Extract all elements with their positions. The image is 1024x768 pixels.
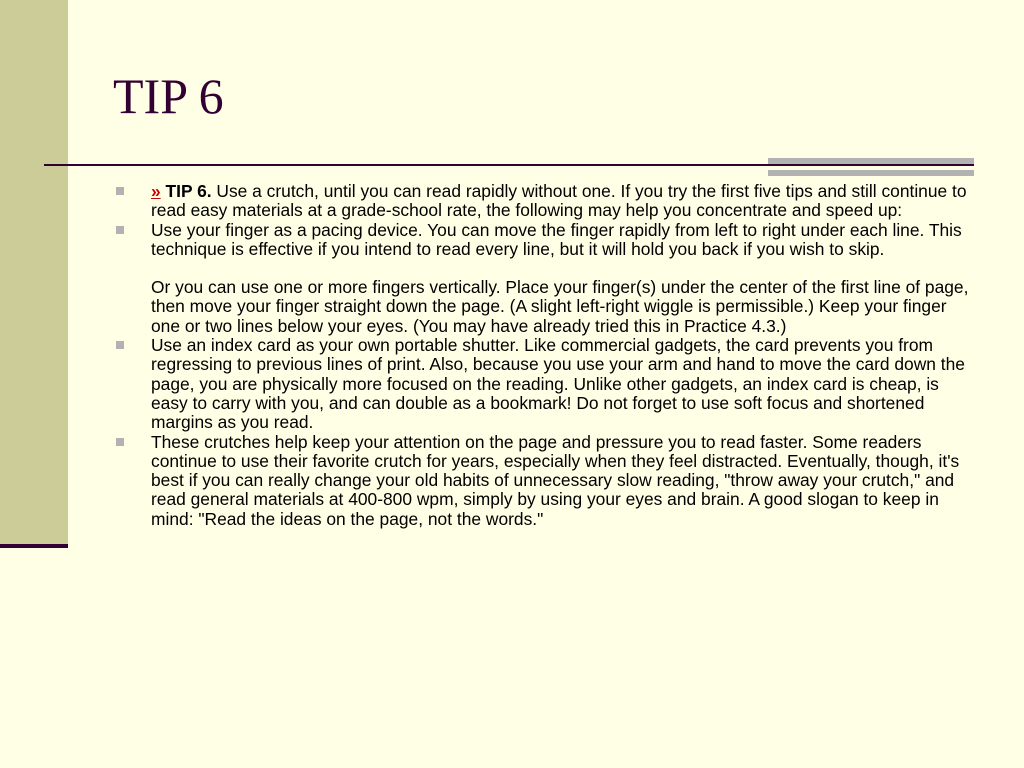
list-item-text: Use a crutch, until you can read rapidly without one. If you try the first five tips and still continue to read easy materials at a grade-school rate, the following may help you concentrate and speed up: (151, 181, 967, 221)
list-item (113, 433, 975, 529)
list-item (113, 336, 975, 432)
list-item-text: These crutches help keep your attention on the page and pressure you to read faster. Some readers continue to use their favorite crutch for years, especially when they feel distracted. Eventually, though, it's best if you can really change your old habits of unnecessary slow reading, "throw away your crutch," and read general materials at 400-800 wpm, simply by using your eyes and brain. A good slogan to keep in mind: "Read the ideas on the page, not the words." (151, 431, 960, 529)
tip-label: TIP 6. (165, 181, 212, 201)
list-item-text: Use an index card as your own portable shutter. Like commercial gadgets, the card prevents you from regressing to previous lines of print. Also, because you use your arm and hand to move the card down the page, you are physically more focused on the reading. Unlike other gadgets, an index card is cheap, is easy to carry with you, and can double as a bookmark! Do not forget to use soft focus and shortened margins as you read. (151, 335, 965, 433)
paragraph-break (151, 259, 975, 278)
square-bullet-icon (116, 341, 124, 349)
list-item-text: Use your finger as a pacing device. You can move the finger rapidly from left to right under each line. This technique is effective if you intend to read every line, but it will hold you back if you wish to skip. (151, 219, 962, 259)
tip-link[interactable]: » (151, 181, 161, 201)
side-bar-rule (0, 544, 68, 548)
square-bullet-icon (116, 438, 124, 446)
bullet-list (113, 182, 975, 529)
list-item (113, 221, 975, 336)
square-bullet-icon (116, 226, 124, 234)
title-accent-stripes (768, 158, 974, 180)
square-bullet-icon (116, 187, 124, 195)
side-bar-decoration (0, 0, 68, 544)
list-item (113, 182, 975, 221)
slide-title: TIP 6 (113, 68, 224, 124)
list-item-text: Or you can use one or more fingers vertically. Place your finger(s) under the center of the first line of page, then move your finger straight down the page. (A slight left-right wiggle is permissible.) Keep your finger one or two lines below your eyes. (You may have already tried this in Practice 4.3.) (151, 277, 969, 336)
